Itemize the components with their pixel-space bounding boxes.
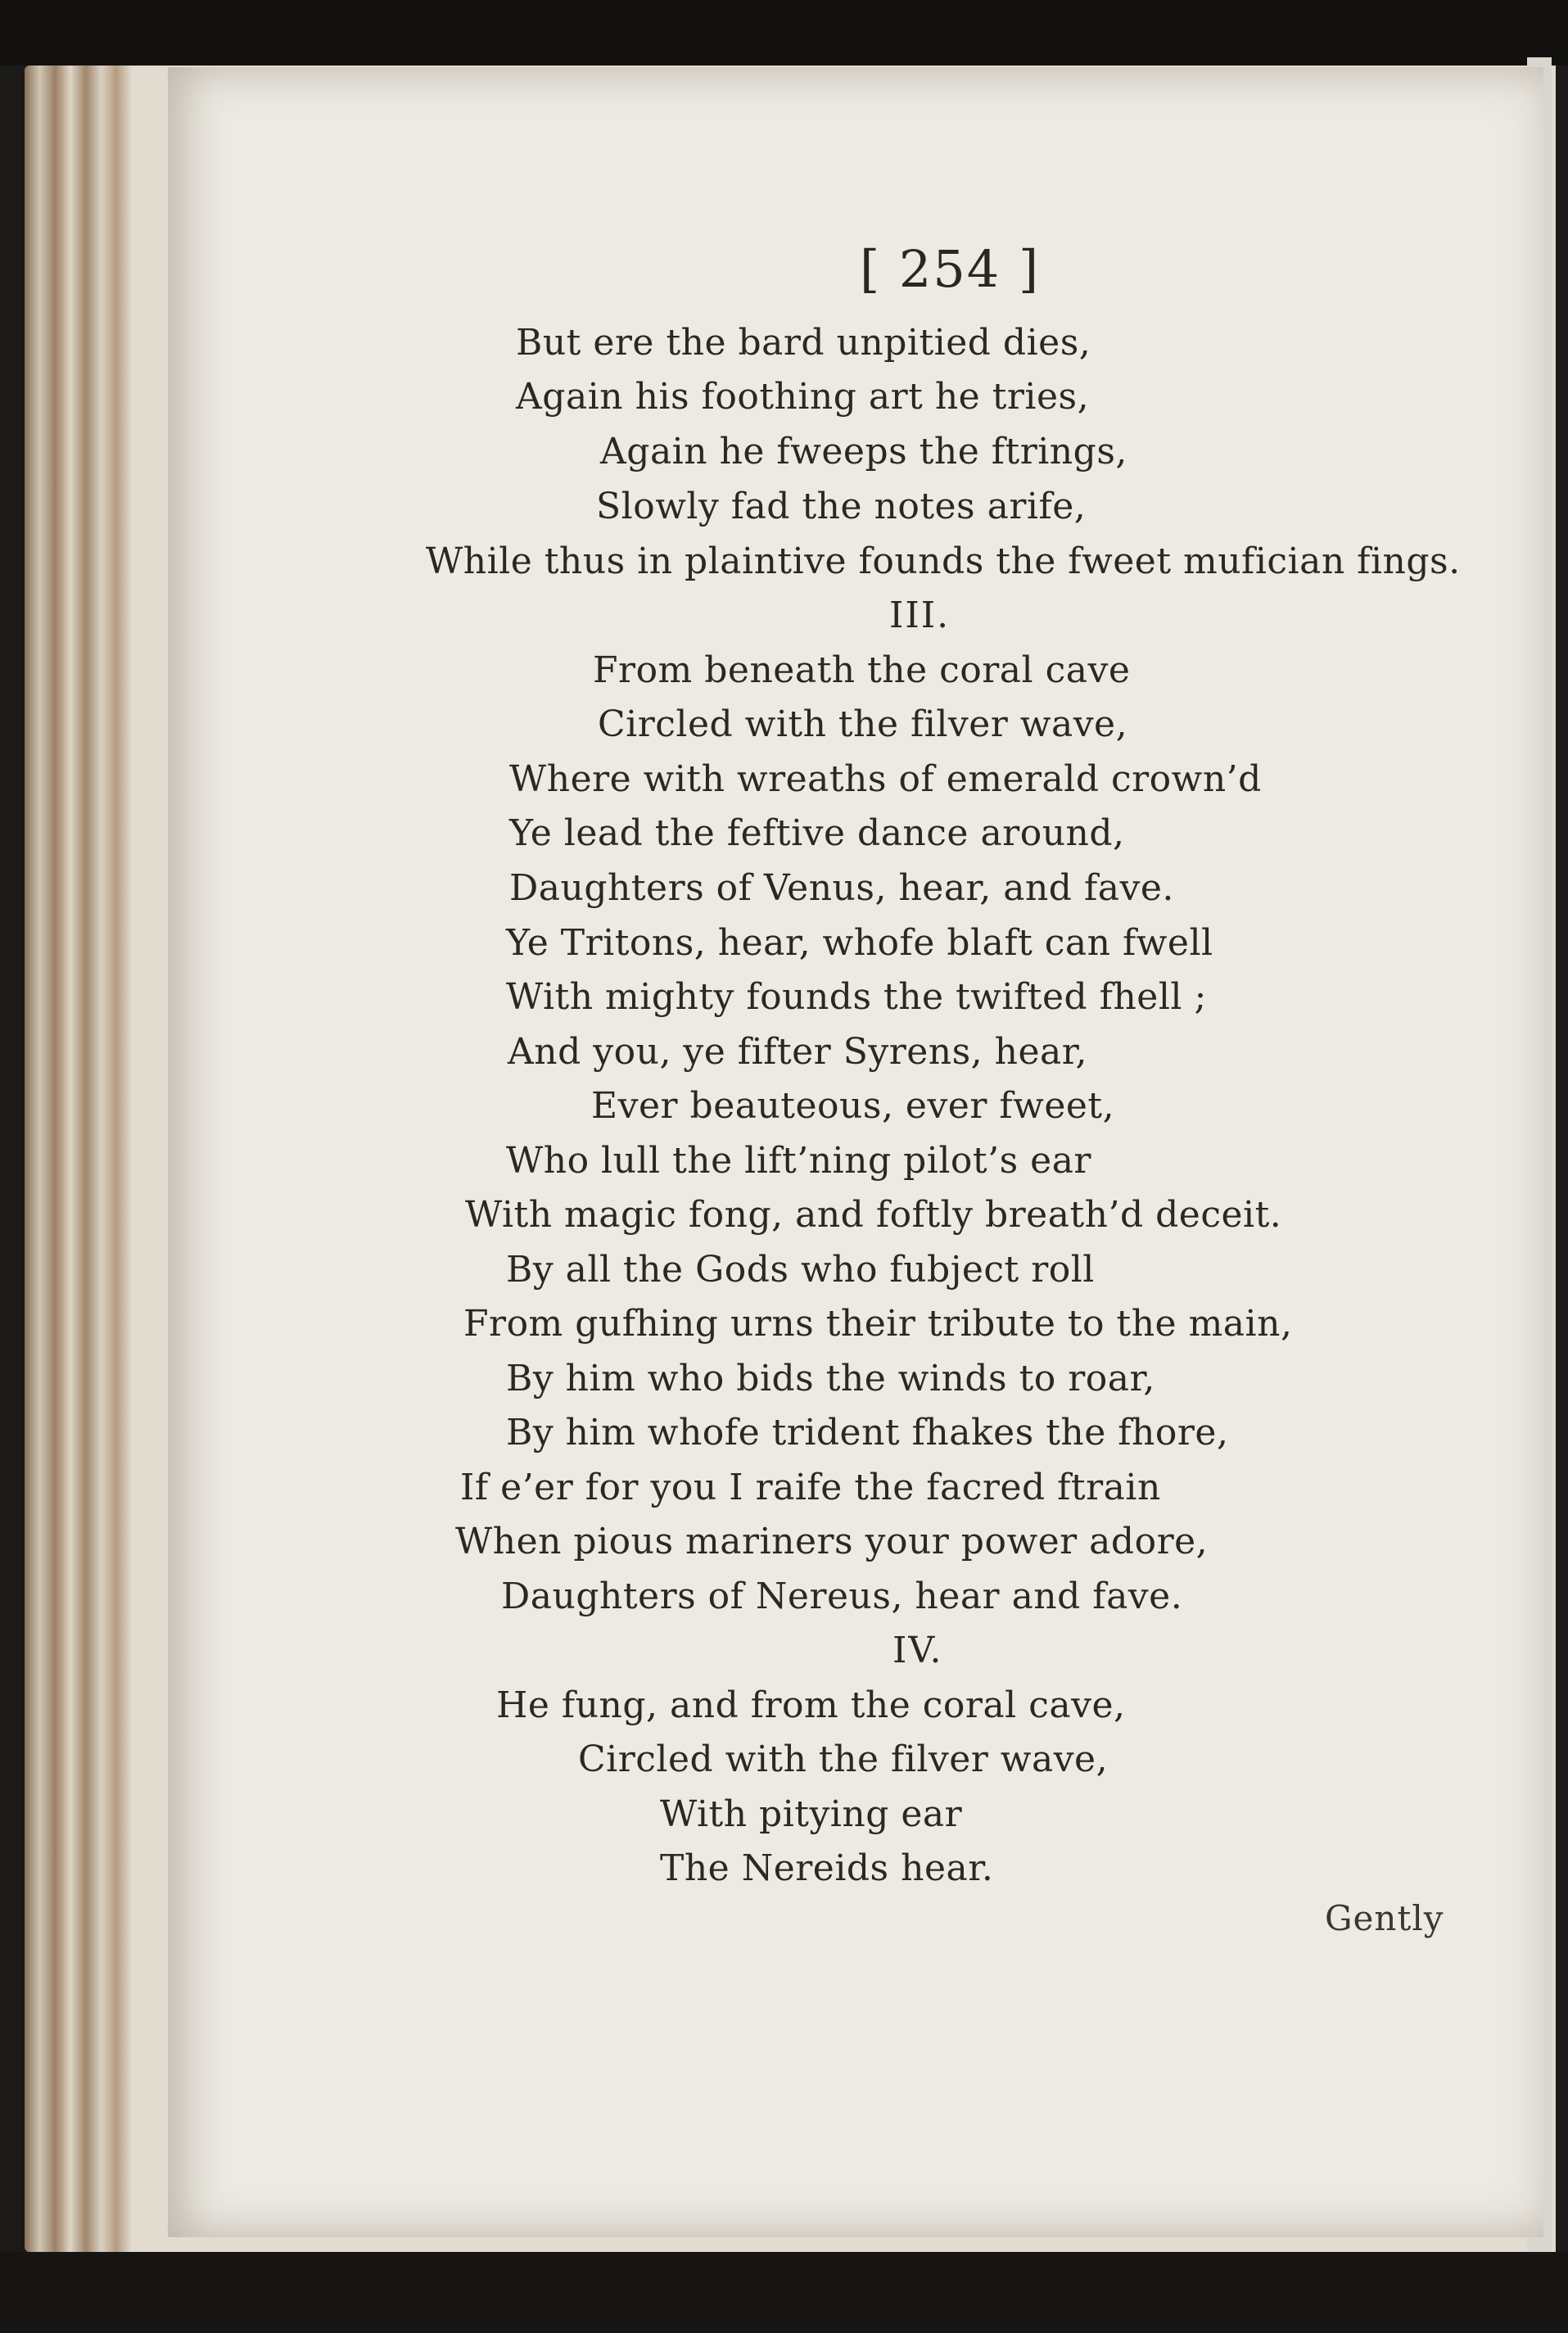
catchword: Gently [1325, 1898, 1444, 1938]
stanza-heading: IV. [892, 1630, 943, 1671]
verse-line: If e’er for you I raife the facred ftrain [460, 1467, 1161, 1508]
scan-bottom-background [0, 2252, 1568, 2333]
verse-line: By all the Gods who fubject roll [506, 1249, 1095, 1291]
page-number: [ 254 ] [860, 239, 1041, 299]
verse-line: When pious mariners your power adore, [455, 1521, 1209, 1562]
verse-line: Slowly fad the notes arife, [596, 486, 1087, 527]
verse-line: By him who bids the winds to roar, [506, 1358, 1155, 1399]
verse-line: While thus in plaintive founds the fweet mufician fings. [426, 540, 1461, 582]
verse-line: And you, ye fifter Syrens, hear, [508, 1031, 1087, 1073]
verse-line: With mighty founds the twifted fhell ; [506, 976, 1207, 1018]
verse-line: By him whofe trident fhakes the fhore, [506, 1412, 1229, 1454]
verse-line: Ye Tritons, hear, whofe blaft can fwell [506, 922, 1213, 964]
verse-line: Circled with the filver wave, [578, 1738, 1109, 1780]
verse-line: With magic fong, and foftly breath’d deceit. [465, 1194, 1282, 1236]
verse-line: The Nereids hear. [660, 1847, 994, 1889]
verse-line: Again he fweeps the ftrings, [600, 431, 1127, 472]
verse-line: Daughters of Nereus, hear and fave. [501, 1576, 1183, 1617]
verse-line: Circled with the filver wave, [598, 703, 1128, 745]
verse-line: Daughters of Venus, hear, and fave. [509, 867, 1174, 909]
verse-line: From gufhing urns their tribute to the main, [463, 1303, 1293, 1345]
verse-line: But ere the bard unpitied dies, [516, 322, 1091, 364]
verse-line: Ever beauteous, ever fweet, [591, 1085, 1115, 1127]
verse-line: Again his foothing art he tries, [516, 376, 1090, 418]
stanza-heading: III. [889, 595, 951, 636]
verse-line: Ye lead the feftive dance around, [509, 812, 1125, 854]
verse-line: Who lull the lift’ning pilot’s ear [506, 1140, 1091, 1182]
scan-top-background [0, 0, 1568, 66]
verse-line: From beneath the coral cave [593, 649, 1131, 691]
verse-line: He fung, and from the coral cave, [496, 1684, 1126, 1726]
verse-line: Where with wreaths of emerald crown’d [509, 758, 1262, 800]
verse-line: With pitying ear [660, 1793, 963, 1835]
